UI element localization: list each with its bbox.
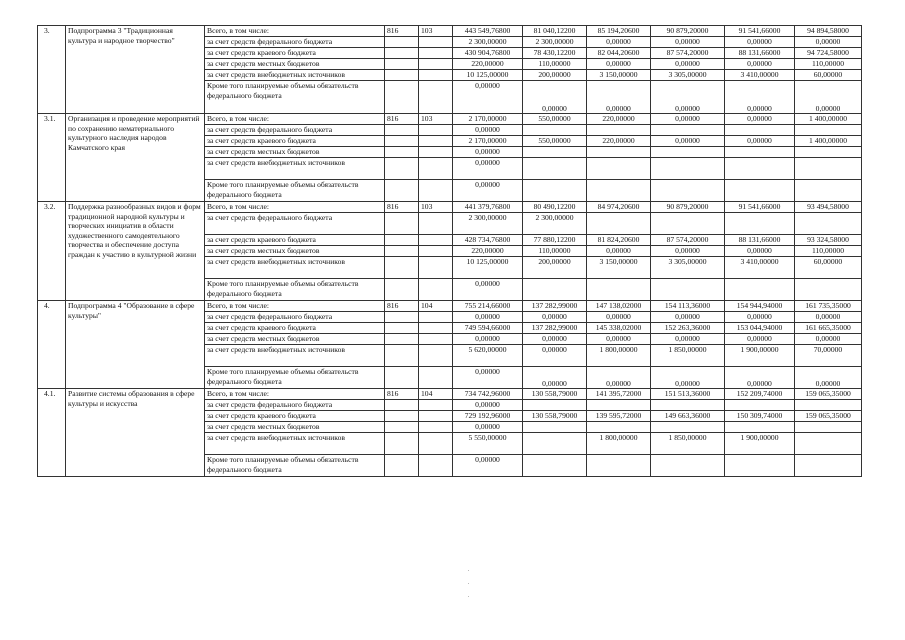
amount-year: 0,00000	[587, 246, 651, 257]
amount-total: 749 594,66000	[453, 323, 523, 334]
table-row	[38, 301, 862, 312]
amount-year: 150 309,74000	[725, 411, 795, 422]
amount-year	[587, 279, 651, 301]
amount-year: 2 300,00000	[523, 213, 587, 235]
amount-year	[523, 279, 587, 301]
amount-total: 0,00000	[453, 125, 523, 136]
amount-year	[523, 180, 587, 202]
section-code	[419, 48, 453, 59]
funding-source: за счет средств краевого бюджета	[205, 411, 385, 422]
amount-year: 220,00000	[587, 136, 651, 147]
funding-source: Всего, в том числе:	[205, 202, 385, 213]
amount-year	[587, 400, 651, 411]
amount-year	[587, 147, 651, 158]
grbs-code	[385, 411, 419, 422]
grbs-code	[385, 125, 419, 136]
amount-year: 0,00000	[587, 59, 651, 70]
amount-year: 3 305,00000	[651, 257, 725, 279]
amount-year: 139 595,72000	[587, 411, 651, 422]
amount-year: 94 724,58000	[795, 48, 862, 59]
amount-year: 0,00000	[795, 312, 862, 323]
amount-year	[795, 422, 862, 433]
funding-source: Всего, в том числе:	[205, 301, 385, 312]
grbs-code	[385, 147, 419, 158]
amount-total: 2 170,00000	[453, 136, 523, 147]
amount-year: 0,00000	[587, 334, 651, 345]
grbs-code	[385, 246, 419, 257]
amount-year: 550,00000	[523, 136, 587, 147]
amount-year: 3 150,00000	[587, 70, 651, 81]
section-code	[419, 136, 453, 147]
section-code	[419, 257, 453, 279]
program-name: Подпрограмма 4 "Образование в сфере культуры"	[66, 301, 205, 389]
amount-year: 141 395,72000	[587, 389, 651, 400]
amount-year: 0,00000	[795, 367, 862, 389]
program-name: Развитие системы образования в сфере культуры и искусства	[66, 389, 205, 477]
amount-year: 147 138,02000	[587, 301, 651, 312]
amount-year: 0,00000	[795, 81, 862, 114]
row-number: 3.1.	[38, 114, 66, 202]
amount-year: 145 338,02000	[587, 323, 651, 334]
amount-year: 220,00000	[587, 114, 651, 125]
amount-year	[523, 422, 587, 433]
amount-year	[651, 180, 725, 202]
grbs-code	[385, 455, 419, 477]
program-name: Поддержка разнообразных видов и форм традиционной народной культуры и творческих инициатив в области художественного самодеятельного творчества и обеспечение доступа граждан к участию в культурной жизни	[66, 202, 205, 301]
scan-artifact-dots	[468, 570, 470, 610]
funding-source: Всего, в том числе:	[205, 389, 385, 400]
funding-source: за счет средств краевого бюджета	[205, 48, 385, 59]
amount-year: 0,00000	[795, 37, 862, 48]
amount-year	[795, 180, 862, 202]
amount-year: 60,00000	[795, 257, 862, 279]
amount-year	[725, 400, 795, 411]
section-code	[419, 59, 453, 70]
section-code	[419, 411, 453, 422]
amount-year: 3 410,00000	[725, 70, 795, 81]
amount-total: 10 125,00000	[453, 70, 523, 81]
amount-year: 82 044,20600	[587, 48, 651, 59]
amount-year: 87 574,20000	[651, 48, 725, 59]
amount-year: 154 944,94000	[725, 301, 795, 312]
amount-year	[587, 455, 651, 477]
amount-year: 159 065,35000	[795, 411, 862, 422]
grbs-code: 816	[385, 26, 419, 37]
amount-year: 0,00000	[795, 334, 862, 345]
amount-year: 60,00000	[795, 70, 862, 81]
funding-source: Кроме того планируемые объемы обязательств федерального бюджета	[205, 81, 385, 114]
section-code	[419, 279, 453, 301]
amount-year: 0,00000	[725, 246, 795, 257]
funding-source: за счет средств федерального бюджета	[205, 312, 385, 323]
funding-source: Кроме того планируемые объемы обязательств федерального бюджета	[205, 180, 385, 202]
amount-year: 154 113,36000	[651, 301, 725, 312]
amount-year: 0,00000	[587, 312, 651, 323]
amount-year	[523, 147, 587, 158]
amount-year	[795, 400, 862, 411]
table-row	[38, 26, 862, 37]
amount-year: 77 880,12200	[523, 235, 587, 246]
amount-year: 0,00000	[651, 246, 725, 257]
amount-year: 0,00000	[725, 114, 795, 125]
amount-total: 0,00000	[453, 147, 523, 158]
amount-year	[587, 158, 651, 180]
grbs-code	[385, 59, 419, 70]
amount-year: 161 665,35000	[795, 323, 862, 334]
section-code	[419, 246, 453, 257]
section-code	[419, 367, 453, 389]
amount-year: 159 065,35000	[795, 389, 862, 400]
amount-year	[795, 147, 862, 158]
amount-year: 0,00000	[651, 59, 725, 70]
grbs-code	[385, 81, 419, 114]
amount-total: 430 904,76800	[453, 48, 523, 59]
amount-year: 0,00000	[651, 114, 725, 125]
amount-year	[795, 158, 862, 180]
funding-source: Кроме того планируемые объемы обязательств федерального бюджета	[205, 367, 385, 389]
amount-year	[651, 147, 725, 158]
amount-year	[725, 455, 795, 477]
amount-year: 3 410,00000	[725, 257, 795, 279]
amount-year	[651, 158, 725, 180]
section-code: 103	[419, 26, 453, 37]
amount-year	[795, 455, 862, 477]
amount-total: 10 125,00000	[453, 257, 523, 279]
amount-year	[725, 279, 795, 301]
amount-year	[523, 455, 587, 477]
row-number: 4.	[38, 301, 66, 389]
amount-total: 0,00000	[453, 158, 523, 180]
amount-year: 0,00000	[651, 367, 725, 389]
amount-year: 1 400,00000	[795, 114, 862, 125]
grbs-code	[385, 323, 419, 334]
amount-year: 93 324,58000	[795, 235, 862, 246]
amount-year: 0,00000	[651, 37, 725, 48]
amount-year: 0,00000	[587, 81, 651, 114]
section-code	[419, 70, 453, 81]
grbs-code: 816	[385, 301, 419, 312]
amount-year: 0,00000	[523, 334, 587, 345]
amount-year	[795, 279, 862, 301]
amount-year	[725, 180, 795, 202]
amount-year	[651, 125, 725, 136]
amount-year	[651, 400, 725, 411]
amount-year: 0,00000	[523, 345, 587, 367]
funding-source: Всего, в том числе:	[205, 114, 385, 125]
amount-total: 443 549,76800	[453, 26, 523, 37]
amount-year: 130 558,79000	[523, 389, 587, 400]
amount-year	[523, 158, 587, 180]
amount-total: 5 550,00000	[453, 433, 523, 455]
amount-total: 0,00000	[453, 279, 523, 301]
amount-year: 87 574,20000	[651, 235, 725, 246]
funding-source: за счет средств внебюджетных источников	[205, 70, 385, 81]
amount-year: 0,00000	[587, 37, 651, 48]
grbs-code	[385, 279, 419, 301]
amount-year: 0,00000	[651, 81, 725, 114]
amount-year: 78 430,12200	[523, 48, 587, 59]
funding-source: за счет средств федерального бюджета	[205, 400, 385, 411]
amount-year	[651, 455, 725, 477]
grbs-code	[385, 345, 419, 367]
funding-source: за счет средств федерального бюджета	[205, 125, 385, 136]
amount-year	[795, 213, 862, 235]
grbs-code: 816	[385, 389, 419, 400]
section-code	[419, 433, 453, 455]
section-code	[419, 37, 453, 48]
amount-year: 0,00000	[651, 312, 725, 323]
grbs-code	[385, 48, 419, 59]
amount-year: 130 558,79000	[523, 411, 587, 422]
funding-source: за счет средств местных бюджетов	[205, 59, 385, 70]
budget-table-page	[37, 25, 862, 477]
amount-year	[795, 125, 862, 136]
funding-source: за счет средств внебюджетных источников	[205, 433, 385, 455]
amount-year	[523, 400, 587, 411]
amount-year: 81 040,12200	[523, 26, 587, 37]
amount-year: 2 300,00000	[523, 37, 587, 48]
amount-total: 2 170,00000	[453, 114, 523, 125]
amount-year: 161 735,35000	[795, 301, 862, 312]
amount-year: 0,00000	[587, 367, 651, 389]
row-number: 4.1.	[38, 389, 66, 477]
section-code	[419, 213, 453, 235]
amount-total: 220,00000	[453, 59, 523, 70]
amount-year: 0,00000	[725, 136, 795, 147]
amount-year: 152 209,74000	[725, 389, 795, 400]
budget-table-body	[38, 26, 862, 477]
section-code	[419, 455, 453, 477]
grbs-code	[385, 180, 419, 202]
section-code: 103	[419, 114, 453, 125]
amount-year: 0,00000	[523, 367, 587, 389]
grbs-code	[385, 433, 419, 455]
grbs-code: 816	[385, 114, 419, 125]
funding-source: за счет средств краевого бюджета	[205, 235, 385, 246]
row-number: 3.2.	[38, 202, 66, 301]
grbs-code	[385, 158, 419, 180]
funding-source: за счет средств местных бюджетов	[205, 147, 385, 158]
funding-source: за счет средств местных бюджетов	[205, 246, 385, 257]
amount-year: 0,00000	[523, 312, 587, 323]
section-code	[419, 312, 453, 323]
table-row	[38, 389, 862, 400]
amount-year	[725, 147, 795, 158]
amount-total: 755 214,66000	[453, 301, 523, 312]
amount-total: 428 734,76800	[453, 235, 523, 246]
amount-total: 0,00000	[453, 180, 523, 202]
grbs-code	[385, 312, 419, 323]
amount-year: 149 663,36000	[651, 411, 725, 422]
amount-total: 0,00000	[453, 312, 523, 323]
funding-source: Кроме того планируемые объемы обязательств федерального бюджета	[205, 455, 385, 477]
section-code: 104	[419, 389, 453, 400]
section-code: 103	[419, 202, 453, 213]
amount-year	[725, 158, 795, 180]
funding-source: за счет средств федерального бюджета	[205, 213, 385, 235]
amount-total: 0,00000	[453, 367, 523, 389]
section-code	[419, 81, 453, 114]
section-code: 104	[419, 301, 453, 312]
amount-year: 1 900,00000	[725, 433, 795, 455]
funding-source: Всего, в том числе:	[205, 26, 385, 37]
section-code	[419, 235, 453, 246]
amount-year: 200,00000	[523, 70, 587, 81]
amount-total: 729 192,96000	[453, 411, 523, 422]
amount-year: 1 850,00000	[651, 433, 725, 455]
amount-year	[587, 180, 651, 202]
amount-year: 70,00000	[795, 345, 862, 367]
amount-year	[795, 433, 862, 455]
table-row	[38, 202, 862, 213]
amount-year: 137 282,99000	[523, 323, 587, 334]
funding-source: за счет средств местных бюджетов	[205, 422, 385, 433]
amount-year: 152 263,36000	[651, 323, 725, 334]
amount-total: 5 620,00000	[453, 345, 523, 367]
program-name: Организация и проведение мероприятий по сохранению нематериального культурного наследия народов Камчатского края	[66, 114, 205, 202]
funding-source: за счет средств федерального бюджета	[205, 37, 385, 48]
amount-year: 3 150,00000	[587, 257, 651, 279]
amount-year: 1 400,00000	[795, 136, 862, 147]
amount-year: 151 513,36000	[651, 389, 725, 400]
section-code	[419, 345, 453, 367]
grbs-code: 816	[385, 202, 419, 213]
amount-year: 110,00000	[523, 59, 587, 70]
grbs-code	[385, 136, 419, 147]
amount-year	[725, 213, 795, 235]
amount-year: 0,00000	[725, 81, 795, 114]
program-name: Подпрограмма 3 "Традиционная культура и народное творчество"	[66, 26, 205, 114]
section-code	[419, 147, 453, 158]
amount-year: 0,00000	[651, 136, 725, 147]
amount-year: 0,00000	[725, 312, 795, 323]
amount-year: 3 305,00000	[651, 70, 725, 81]
amount-total: 0,00000	[453, 455, 523, 477]
amount-year: 0,00000	[523, 81, 587, 114]
amount-year	[587, 422, 651, 433]
amount-total: 0,00000	[453, 422, 523, 433]
amount-year: 90 879,20000	[651, 202, 725, 213]
amount-year	[587, 125, 651, 136]
amount-year	[725, 422, 795, 433]
amount-year: 200,00000	[523, 257, 587, 279]
funding-source: за счет средств краевого бюджета	[205, 136, 385, 147]
amount-year: 94 894,58000	[795, 26, 862, 37]
section-code	[419, 158, 453, 180]
amount-year: 0,00000	[725, 37, 795, 48]
amount-year: 1 900,00000	[725, 345, 795, 367]
amount-total: 220,00000	[453, 246, 523, 257]
amount-year: 1 800,00000	[587, 345, 651, 367]
amount-year	[651, 279, 725, 301]
grbs-code	[385, 37, 419, 48]
amount-year: 80 490,12200	[523, 202, 587, 213]
grbs-code	[385, 367, 419, 389]
section-code	[419, 323, 453, 334]
budget-table	[37, 25, 862, 477]
amount-year: 0,00000	[725, 59, 795, 70]
amount-year: 88 131,66000	[725, 48, 795, 59]
amount-year	[523, 433, 587, 455]
section-code	[419, 422, 453, 433]
section-code	[419, 400, 453, 411]
amount-year: 84 974,20600	[587, 202, 651, 213]
amount-year: 110,00000	[795, 246, 862, 257]
grbs-code	[385, 235, 419, 246]
funding-source: за счет средств внебюджетных источников	[205, 158, 385, 180]
amount-year: 88 131,66000	[725, 235, 795, 246]
amount-year	[523, 125, 587, 136]
grbs-code	[385, 334, 419, 345]
amount-year: 90 879,20000	[651, 26, 725, 37]
funding-source: за счет средств внебюджетных источников	[205, 345, 385, 367]
amount-year: 153 044,94000	[725, 323, 795, 334]
amount-year: 81 824,20600	[587, 235, 651, 246]
amount-year: 0,00000	[725, 334, 795, 345]
section-code	[419, 334, 453, 345]
amount-total: 2 300,00000	[453, 213, 523, 235]
amount-total: 2 300,00000	[453, 37, 523, 48]
grbs-code	[385, 213, 419, 235]
amount-year: 110,00000	[523, 246, 587, 257]
amount-year	[587, 213, 651, 235]
grbs-code	[385, 257, 419, 279]
amount-year: 0,00000	[651, 334, 725, 345]
row-number: 3.	[38, 26, 66, 114]
amount-total: 0,00000	[453, 81, 523, 114]
amount-year: 110,00000	[795, 59, 862, 70]
amount-year: 1 800,00000	[587, 433, 651, 455]
grbs-code	[385, 422, 419, 433]
funding-source: за счет средств внебюджетных источников	[205, 257, 385, 279]
amount-year: 1 850,00000	[651, 345, 725, 367]
amount-year: 0,00000	[725, 367, 795, 389]
amount-year: 91 541,66000	[725, 202, 795, 213]
funding-source: Кроме того планируемые объемы обязательств федерального бюджета	[205, 279, 385, 301]
amount-year: 93 494,58000	[795, 202, 862, 213]
amount-total: 734 742,96000	[453, 389, 523, 400]
amount-year	[725, 125, 795, 136]
amount-year: 85 194,20600	[587, 26, 651, 37]
amount-total: 0,00000	[453, 334, 523, 345]
amount-year: 137 282,99000	[523, 301, 587, 312]
amount-year: 91 541,66000	[725, 26, 795, 37]
amount-total: 441 379,76800	[453, 202, 523, 213]
table-row	[38, 114, 862, 125]
funding-source: за счет средств краевого бюджета	[205, 323, 385, 334]
section-code	[419, 125, 453, 136]
funding-source: за счет средств местных бюджетов	[205, 334, 385, 345]
amount-year	[651, 213, 725, 235]
grbs-code	[385, 70, 419, 81]
amount-total: 0,00000	[453, 400, 523, 411]
section-code	[419, 180, 453, 202]
amount-year	[651, 422, 725, 433]
amount-year: 550,00000	[523, 114, 587, 125]
grbs-code	[385, 400, 419, 411]
